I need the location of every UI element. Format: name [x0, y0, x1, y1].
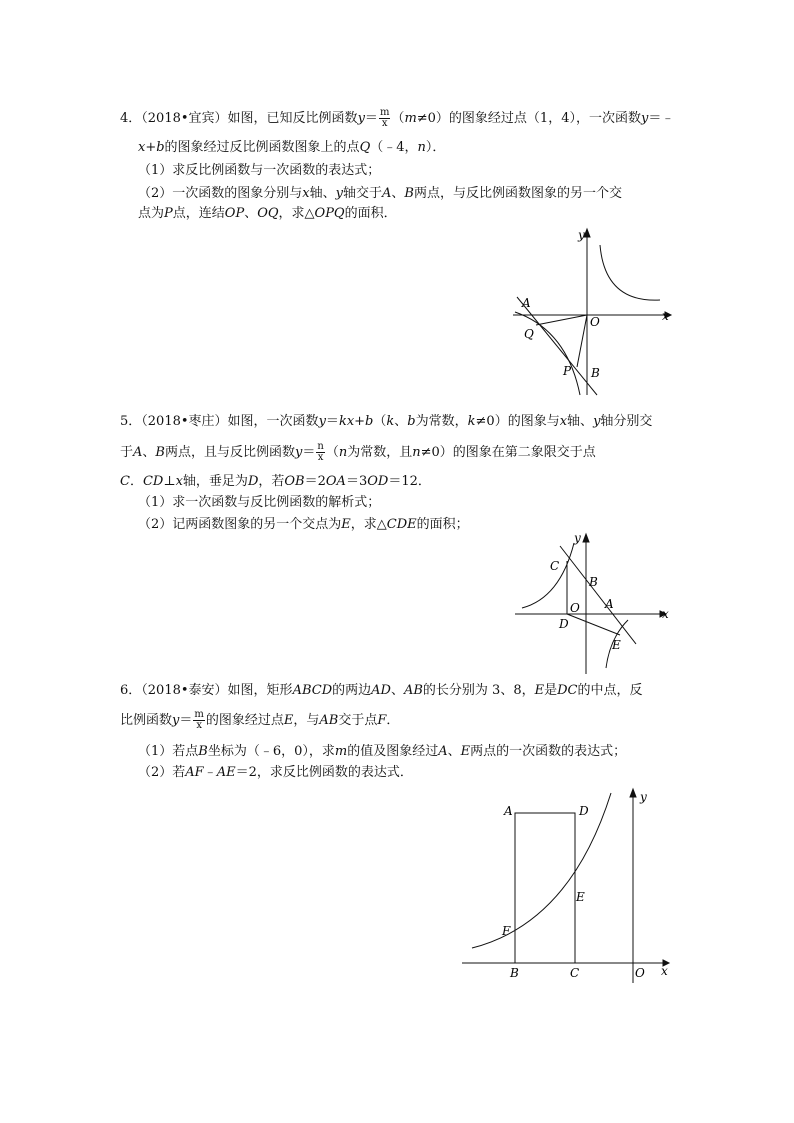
problem-5-question-1: （1）求一次函数与反比例函数的解析式；: [138, 495, 381, 510]
fig5-hyperbola-q2: [522, 543, 574, 608]
fig4-segment-op: [577, 315, 587, 367]
figure-4-graph: [505, 225, 675, 400]
fig4-line-ab: [517, 297, 597, 395]
fraction-n-over-x: $\frac{n}{x}$: [317, 441, 324, 463]
fig4-label-o: O: [590, 315, 600, 329]
fig6-rectangle-abcd: [515, 813, 575, 963]
problem-5-question-2: （2）记两函数图象的另一个交点为E，求△CDE的面积；: [138, 517, 469, 532]
fig5-label-y: y: [574, 531, 581, 545]
problem-4-line-1: 4．（2018•宜宾）如图，已知反比例函数y＝ $\frac{m}{x}$ （m≠0）的图象经过点（1，4），一次函数y＝﹣: [120, 107, 675, 129]
fig4-label-p: P: [563, 364, 572, 378]
figure-5-graph: [510, 528, 675, 676]
fig5-label-e: E: [612, 638, 621, 652]
fig6-label-c: C: [570, 966, 580, 980]
fig4-label-a: A: [522, 296, 531, 310]
fig5-label-a: A: [605, 597, 614, 611]
fig5-line-ab: [560, 546, 636, 644]
problem-4-question-1: （1）求反比例函数与一次函数的表达式；: [138, 163, 381, 178]
fig6-label-b: B: [510, 966, 519, 980]
fig4-segment-oq: [536, 315, 587, 325]
problem-5-line-1: 5．（2018•枣庄）如图，一次函数y＝kx+b（k、b为常数，k≠0）的图象与x轴、y轴分别交: [120, 414, 653, 429]
fig4-hyperbola-q1: [600, 245, 660, 300]
fig5-label-o: O: [570, 601, 580, 615]
problem-6-line-2: 比例函数y＝ $\frac{m}{x}$ 的图象经过点E，与AB交于点F．: [120, 709, 400, 731]
problem-5-line-2: 于A、B两点，且与反比例函数y＝ $\frac{n}{x}$ （n为常数，且n≠0）的图象在第二象限交于点: [120, 441, 596, 463]
fraction-m-over-x-6: $\frac{m}{x}$: [194, 709, 204, 731]
fig5-label-d: D: [559, 617, 569, 631]
fig6-label-o: O: [635, 966, 645, 980]
figure-6-graph: [458, 783, 680, 988]
fig6-label-x: x: [661, 964, 668, 978]
fig6-label-a: A: [504, 804, 513, 818]
fig4-label-x: x: [662, 309, 669, 323]
fig5-label-b: B: [589, 575, 598, 589]
fig6-hyperbola: [472, 793, 611, 948]
fig6-label-d: D: [579, 804, 589, 818]
problem-6-question-1: （1）若点B坐标为（﹣6，0），求m的值及图象经过A、E两点的一次函数的表达式；: [138, 744, 627, 759]
fig4-label-q: Q: [524, 327, 534, 341]
problem-6-question-2: （2）若AF﹣AE＝2，求反比例函数的表达式．: [138, 765, 413, 780]
problem-5-line-3: C．CD⊥x轴，垂足为D，若OB＝2OA＝3OD＝12．: [120, 474, 431, 489]
problem-4-question-2: （2）一次函数的图象分别与x轴、y轴交于A、B两点，与反比例函数图象的另一个交: [138, 186, 622, 201]
fig4-label-b: B: [591, 366, 600, 380]
fig5-segment-de: [567, 614, 620, 635]
problem-4-question-2-cont: 点为P点，连结OP、OQ，求△OPQ的面积．: [138, 206, 397, 221]
fig4-label-y: y: [578, 228, 585, 242]
fig4-hyperbola-q3: [515, 312, 580, 395]
fig6-label-y: y: [640, 790, 647, 804]
problem-6-line-1: 6．（2018•泰安）如图，矩形ABCD的两边AD、AB的长分别为 3、8，E是DC的中点，反: [120, 683, 643, 698]
fraction-m-over-x: $\frac{m}{x}$: [379, 107, 390, 129]
fig5-label-x: x: [662, 607, 669, 621]
fig6-label-f: F: [502, 924, 511, 938]
fig5-label-c: C: [550, 559, 560, 573]
fig6-label-e: E: [576, 890, 585, 904]
problem-4-line-2: x+b的图象经过反比例函数图象上的点Q（﹣4，n）．: [138, 140, 446, 155]
